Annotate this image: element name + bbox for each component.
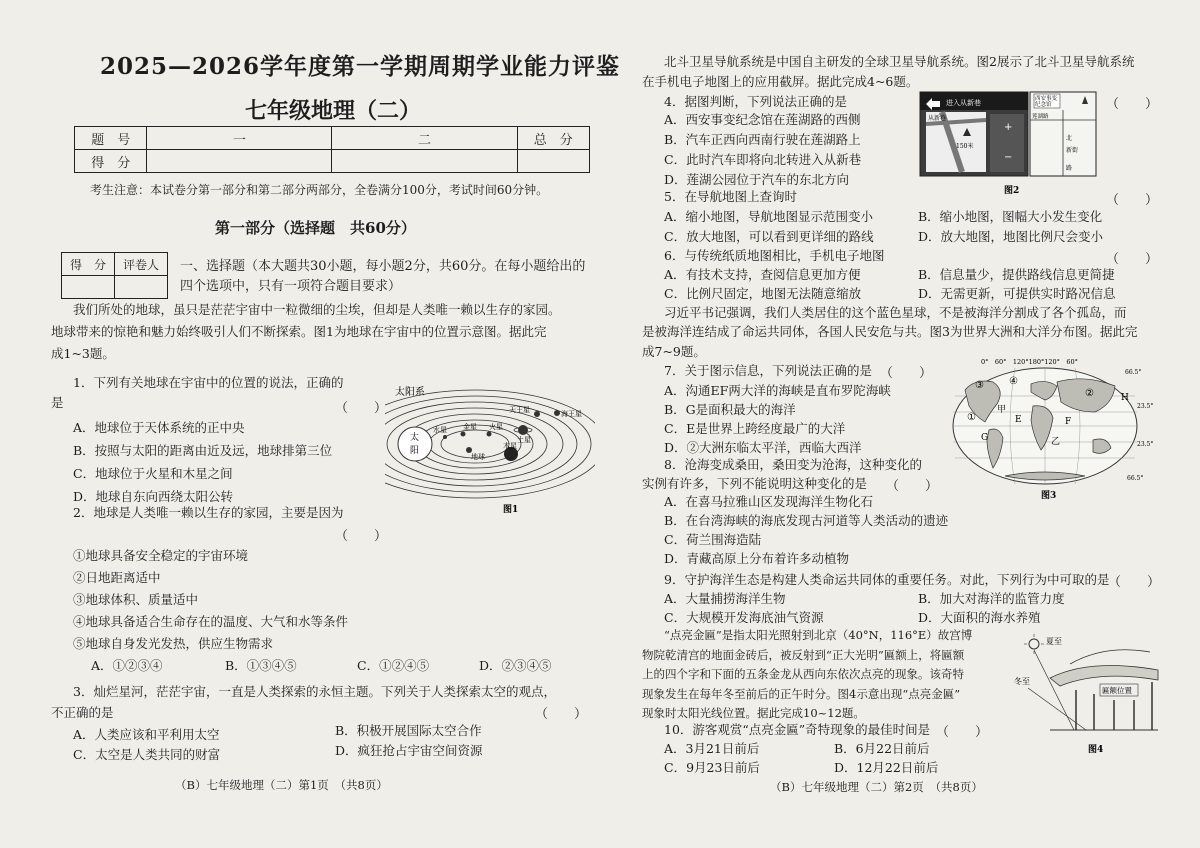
q1-option-c[interactable]: C．地球位于火星和木星之间: [73, 466, 233, 481]
summer-ray: [1034, 650, 1074, 730]
q2-option-b[interactable]: B．①③④⑤: [225, 658, 297, 673]
latitude-label: 23.5°: [1137, 403, 1154, 410]
q3-option-b[interactable]: B．积极开展国际太空合作: [335, 723, 482, 738]
q3-option-a[interactable]: A．人类应该和平利用太空: [73, 727, 220, 742]
mars-icon: [487, 432, 492, 437]
map-marker: 甲: [997, 405, 1007, 415]
score-cell[interactable]: [332, 150, 517, 173]
intro3-line: 是被海洋连结成了命运共同体，各国人民安危与共。图3为世界大洲和大洋分布图。据此完: [642, 324, 1138, 339]
grader-name-cell[interactable]: [115, 276, 168, 299]
q6-answer-paren[interactable]: （ ）: [1106, 252, 1159, 267]
q8-stem: 实例有许多，下列不能说明这种变化的是: [642, 476, 868, 491]
map-marker: F: [1065, 417, 1072, 427]
q8-option-d[interactable]: D．青藏高原上分布着许多动植物: [664, 551, 850, 566]
q10-answer-paren[interactable]: （ ）: [936, 725, 989, 740]
figure1-solar-system: [385, 382, 595, 517]
planet-label: 天王星: [509, 406, 530, 414]
summer-solstice-label: 夏至: [1046, 637, 1062, 646]
q6-stem: 6．与传统纸质地图相比，手机电子地图: [664, 248, 885, 263]
q8-stem: 8．沧海变成桑田，桑田变为沧海，这种变化的: [664, 457, 922, 472]
exam-subtitle: 七年级地理（二）: [245, 98, 422, 124]
planet-label: 金星: [463, 423, 477, 431]
q2-statements: [73, 545, 513, 655]
q9-option-d[interactable]: D．大面积的海水养殖: [918, 610, 1041, 625]
sun-label: 太: [410, 433, 420, 443]
q2-statement: ⑤地球自身发光发热，供应生物需求: [73, 636, 274, 651]
map-marker: E: [1015, 415, 1022, 425]
q5-option-b[interactable]: B．缩小地图，图幅大小发生变化: [918, 209, 1103, 224]
q9-answer-paren[interactable]: （ ）: [1108, 575, 1161, 590]
q6-option-a[interactable]: A．有技术支持，查阅信息更加方便: [664, 267, 861, 282]
zoom-in-icon[interactable]: +: [1004, 122, 1013, 133]
q2-stem: 2．地球是人类唯一赖以生存的家园，主要是因为: [73, 505, 344, 520]
page1-footer: （B）七年级地理（二）第1页 （共8页）: [175, 778, 388, 792]
score-header-cell: 二: [332, 127, 517, 150]
q2-statement: ③地球体积、质量适中: [73, 592, 199, 607]
q7-option-a[interactable]: A．沟通EF两大洋的海峡是直布罗陀海峡: [664, 383, 891, 398]
q4-option-a[interactable]: A．西安事变纪念馆在莲湖路的西侧: [664, 112, 861, 127]
figure4-caption: 图4: [1088, 745, 1104, 755]
sun-rays-icon: [1024, 634, 1044, 654]
planet-label: 海王星: [561, 410, 582, 418]
q10-option-d[interactable]: D．12月22日前后: [834, 760, 939, 775]
q7-option-d[interactable]: D．②大洲东临太平洋，西临大西洋: [664, 440, 862, 455]
q3-stem: 不正确的是: [51, 705, 114, 720]
score-header-cell: 一: [147, 127, 332, 150]
venus-icon: [461, 432, 466, 437]
q1-option-b[interactable]: B．按照与太阳的距离由近及远，地球排第三位: [73, 443, 333, 458]
latitude-label: 66.5°: [1125, 369, 1142, 376]
intro2-line: 北斗卫星导航系统是中国自主研发的全球卫星导航系统。图2展示了北斗卫星导航系统: [664, 54, 1135, 69]
exam-notice: 考生注意：本试卷分第一部分和第二部分两部分，全卷满分100分，考试时间60分钟。: [90, 183, 549, 197]
q2-option-a[interactable]: A．①②③④: [91, 658, 163, 673]
q2-statement: ①地球具备安全稳定的宇宙环境: [73, 548, 249, 563]
section1-instructions: 一、选择题（本大题共30小题，每小题2分，共60分。在每小题给出的四个选项中，只有一项符合题目要求）: [180, 259, 586, 294]
street-label: 莲湖路: [1032, 114, 1049, 120]
q2-answer-paren[interactable]: （ ）: [335, 529, 388, 544]
street-label: 西安事变: [1035, 96, 1058, 102]
q3-stem: 3．灿烂星河，茫茫宇宙，一直是人类探索的永恒主题。下列关于人类探索太空的观点，: [73, 684, 556, 699]
grader-score-label: 得 分: [62, 253, 115, 276]
q4-option-c[interactable]: C．此时汽车即将向北转进入从新巷: [664, 152, 862, 167]
q8-options: [664, 492, 994, 568]
planet-label: 水星: [433, 426, 447, 434]
neptune-icon: [554, 410, 560, 416]
sun-label: 阳: [410, 446, 420, 456]
winter-solstice-label: 冬至: [1014, 677, 1030, 686]
score-header-cell: 题 号: [75, 127, 147, 150]
q9-stem: 9．守护海洋生态是构建人类命运共同体的重要任务。对此，下列行为中可取的是: [664, 572, 1110, 587]
q4-options: [664, 110, 924, 190]
map-marker: ③: [975, 380, 984, 391]
intro4-line: “点亮金匾”是指太阳光照射到北京（40°N，116°E）故宫博: [664, 628, 973, 642]
intro4-line: 现象时太阳光线位置。据此完成10~12题。: [642, 706, 865, 720]
q10-stem: 10．游客观赏“点亮金匾”奇特现象的最佳时间是: [664, 722, 931, 737]
mercury-icon: [443, 435, 447, 439]
q8-answer-paren[interactable]: （ ）: [886, 479, 939, 494]
score-cell[interactable]: [517, 150, 590, 173]
intro2-line: 在手机电子地图上的应用截屏。据此完成4~6题。: [642, 74, 919, 89]
uranus-icon: [534, 411, 540, 417]
winter-ray: [1028, 688, 1086, 730]
q9-option-c[interactable]: C．大规模开发海底油气资源: [664, 610, 824, 625]
intro1-line: 我们所处的地球，虽只是茫茫宇宙中一粒微细的尘埃，但却是人类唯一赖以生存的家园。: [73, 302, 561, 317]
q7-option-b[interactable]: B．G是面积最大的海洋: [664, 402, 796, 417]
map-marker: H: [1121, 393, 1129, 403]
figure2-navigation-map: [918, 90, 1098, 196]
intro3-line: 习近平书记强调，我们人类居住的这个蓝色星球，不是被海洋分割成了各个孤岛，而: [664, 305, 1127, 320]
score-table: [74, 126, 590, 173]
grader-box: [61, 252, 168, 299]
q1-option-d[interactable]: D．地球自东向西绕太阳公转: [73, 489, 234, 504]
intro4-paragraph: [642, 626, 1012, 724]
left-page: [45, 0, 621, 848]
street-label: 新街: [1066, 147, 1079, 154]
zoom-out-icon[interactable]: −: [1004, 152, 1013, 163]
figure3-caption: 图3: [1041, 491, 1057, 501]
latitude-label: 23.5°: [1137, 441, 1154, 448]
score-cell[interactable]: [147, 150, 332, 173]
q9-option-a[interactable]: A．大量捕捞海洋生物: [664, 591, 786, 606]
q8-option-a[interactable]: A．在喜马拉雅山区发现海洋生物化石: [664, 494, 874, 509]
planet-label: 火星: [489, 423, 503, 431]
latitude-label: 66.5°: [1127, 475, 1144, 482]
intro1-line: 成1~3题。: [51, 346, 115, 361]
q9-option-b[interactable]: B．加大对海洋的监管力度: [918, 591, 1065, 606]
figure2-caption: 图2: [1004, 186, 1020, 196]
figure1-caption: 图1: [503, 505, 519, 515]
saturn-icon: [518, 425, 528, 435]
q8-option-c[interactable]: C．荷兰围海造陆: [664, 532, 762, 547]
q3-answer-paren[interactable]: （ ）: [535, 707, 588, 722]
planet-label: 地球: [471, 453, 485, 461]
q5-answer-paren[interactable]: （ ）: [1106, 193, 1159, 208]
q1-option-a[interactable]: A．地球位于天体系统的正中央: [73, 420, 245, 435]
q7-stem: 7．关于图示信息，下列说法正确的是: [664, 363, 872, 378]
score-row-label: 得 分: [75, 150, 147, 173]
q2-option-d[interactable]: D．②③④⑤: [479, 658, 552, 673]
q6-option-c[interactable]: C．比例尺固定，地图无法随意缩放: [664, 286, 862, 301]
figure3-world-map: [945, 356, 1160, 502]
street-label: 北: [1066, 135, 1073, 142]
q2-statement: ②日地距离适中: [73, 570, 161, 585]
right-page: [630, 0, 1175, 848]
q4-option-d[interactable]: D．莲湖公园位于汽车的东北方向: [664, 172, 850, 187]
q5-option-a[interactable]: A．缩小地图，导航地图显示范围变小: [664, 209, 874, 224]
q4-answer-paren[interactable]: （ ）: [1106, 97, 1159, 112]
map-marker: ②: [1085, 388, 1094, 399]
intro4-line: 现象发生在每年冬至前后的正午时分。图4示意出现“点亮金匾”: [642, 686, 961, 701]
q8-option-b[interactable]: B．在台湾海峡的海底发现古河道等人类活动的遗迹: [664, 513, 949, 528]
map-marker: ④: [1009, 376, 1018, 387]
street-label: 路: [1066, 165, 1073, 172]
q6-option-b[interactable]: B．信息量少，提供路线信息更简捷: [918, 267, 1115, 282]
q4-option-b[interactable]: B．汽车正西向西南行驶在莲湖路上: [664, 132, 861, 147]
q2-statement: ④地球具备适合生命存在的温度、大气和水等条件: [73, 614, 349, 629]
intro4-line: 上的四个字和下面的五条金龙从西向东依次点亮的现象。该奇特: [642, 667, 964, 681]
q7-option-c[interactable]: C．E是世界上跨经度最广的大洋: [664, 421, 846, 436]
q1-options: [73, 417, 393, 507]
palace-roof-line: [1070, 650, 1150, 664]
grader-score-cell[interactable]: [62, 276, 115, 299]
q7-answer-paren[interactable]: （ ）: [880, 366, 933, 381]
q1-answer-paren[interactable]: （ ）: [335, 401, 388, 416]
sun-icon: [1029, 639, 1039, 649]
q1-stem: 是: [51, 395, 64, 410]
q4-stem: 4．据图判断，下列说法正确的是: [664, 94, 847, 109]
part1-heading: 第一部分（选择题 共60分）: [215, 219, 416, 237]
q3-option-c[interactable]: C．太空是人类共同的财富: [73, 747, 221, 762]
plaque-label: 匾额位置: [1102, 686, 1132, 695]
q5-stem: 5．在导航地图上查询时: [664, 189, 797, 204]
map-marker: 乙: [1051, 437, 1061, 447]
map-marker: G: [981, 433, 989, 443]
q1-stem: 1．下列有关地球在宇宙中的位置的说法，正确的: [73, 375, 344, 390]
q3-option-d[interactable]: D．疯狂抢占宇宙空间资源: [335, 743, 483, 758]
exam-title: 2025—2026学年度第一学期周期学业能力评鉴: [100, 53, 621, 80]
q10-option-a[interactable]: A．3月21日前后: [664, 741, 760, 756]
q10-option-c[interactable]: C．9月23日前后: [664, 760, 760, 775]
q5-option-c[interactable]: C．放大地图，可以看到更详细的路线: [664, 229, 874, 244]
q10-option-b[interactable]: B．6月22日前后: [834, 741, 930, 756]
map-label: 150米: [956, 143, 974, 150]
q2-option-c[interactable]: C．①②④⑤: [357, 658, 430, 673]
map-label: 从新巷: [928, 115, 947, 122]
nav-instruction: 进入从新巷: [946, 99, 981, 107]
q7-options: [664, 381, 944, 457]
figure1-title: 太阳系: [395, 387, 425, 398]
intro4-line: 物院乾清宫的地面金砖后，被反射到“正大光明”匾额上，将匾额: [642, 647, 965, 662]
q6-option-d[interactable]: D．无需更新，可提供实时路况信息: [918, 286, 1116, 301]
longitude-ticks: 0° 60° 120°180°120° 60°: [981, 358, 1078, 366]
map-marker: ①: [967, 412, 976, 423]
grader-name-label: 评卷人: [115, 253, 168, 276]
street-label: 纪念馆: [1035, 102, 1052, 108]
intro1-line: 地球带来的惊艳和魅力始终吸引人们不断探索。图1为地球在宇宙中的位置示意图。据此完: [51, 324, 547, 339]
planet-label: 木星: [503, 442, 517, 450]
score-header-cell: 总 分: [517, 127, 590, 150]
page2-footer: （B）七年级地理（二）第2页 （共8页）: [770, 780, 983, 794]
q5-option-d[interactable]: D．放大地图，地图比例尺会变小: [918, 229, 1104, 244]
planet-label: 土星: [517, 436, 531, 444]
figure4-palace-sunlight: [1010, 630, 1160, 758]
palace-roof: [1050, 666, 1158, 687]
intro3-line: 成7~9题。: [642, 344, 706, 359]
